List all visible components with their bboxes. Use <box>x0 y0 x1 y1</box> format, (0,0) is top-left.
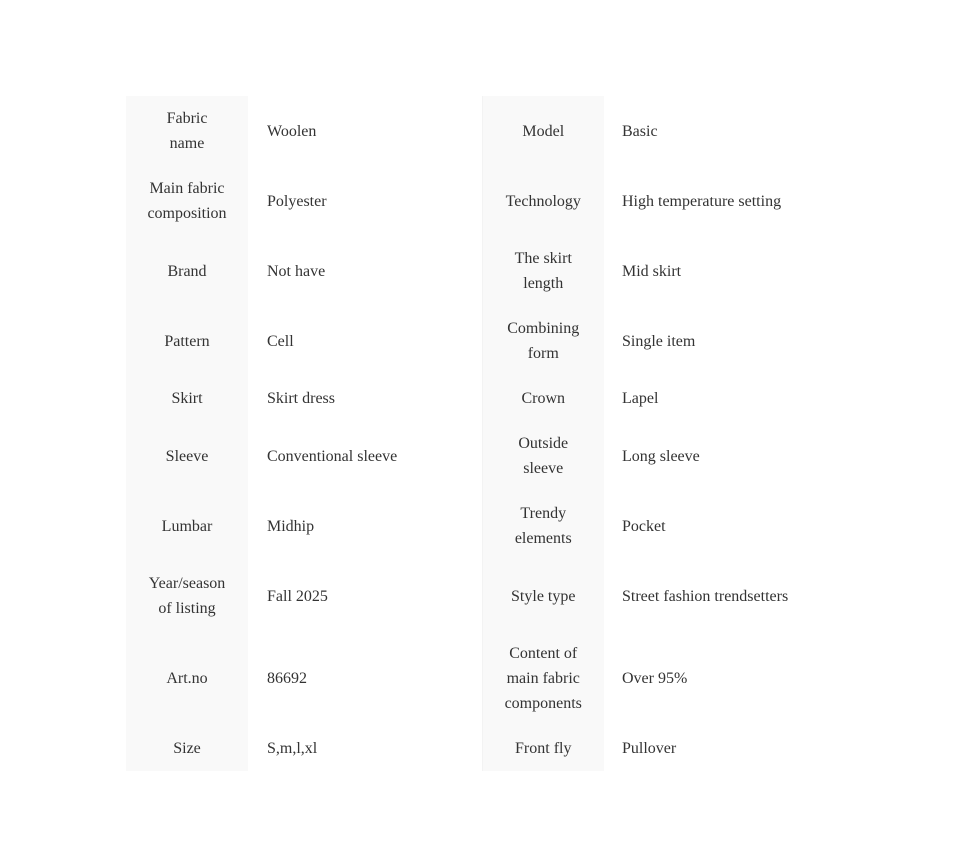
spec-value: Long sleeve <box>604 421 836 491</box>
table-row <box>126 376 836 421</box>
spec-label: Outside sleeve <box>482 421 604 491</box>
table-row <box>126 166 836 236</box>
spec-value: 86692 <box>248 631 482 726</box>
table-row <box>126 631 836 726</box>
spec-label: Crown <box>482 376 604 421</box>
spec-value: S,m,l,xl <box>248 726 482 771</box>
spec-value: Lapel <box>604 376 836 421</box>
table-row <box>126 236 836 306</box>
spec-label: Art.no <box>126 631 248 726</box>
spec-label: Technology <box>482 166 604 236</box>
spec-label: Size <box>126 726 248 771</box>
spec-value: Single item <box>604 306 836 376</box>
spec-label: Model <box>482 96 604 166</box>
spec-value: Pocket <box>604 491 836 561</box>
spec-value: Midhip <box>248 491 482 561</box>
product-spec-table <box>126 96 836 771</box>
spec-value: Not have <box>248 236 482 306</box>
spec-label: The skirt length <box>482 236 604 306</box>
spec-value: Mid skirt <box>604 236 836 306</box>
table-row <box>126 306 836 376</box>
spec-label: Main fabric composition <box>126 166 248 236</box>
spec-value: Polyester <box>248 166 482 236</box>
spec-label: Trendy elements <box>482 491 604 561</box>
spec-label: Skirt <box>126 376 248 421</box>
spec-label: Lumbar <box>126 491 248 561</box>
spec-value: Woolen <box>248 96 482 166</box>
spec-value: Conventional sleeve <box>248 421 482 491</box>
spec-label: Style type <box>482 561 604 631</box>
spec-label: Brand <box>126 236 248 306</box>
spec-label: Combining form <box>482 306 604 376</box>
spec-value: Skirt dress <box>248 376 482 421</box>
spec-value: Over 95% <box>604 631 836 726</box>
spec-value: Pullover <box>604 726 836 771</box>
spec-label: Fabric name <box>126 96 248 166</box>
spec-label: Sleeve <box>126 421 248 491</box>
table-row <box>126 491 836 561</box>
spec-value: Cell <box>248 306 482 376</box>
spec-value: Fall 2025 <box>248 561 482 631</box>
spec-value: Basic <box>604 96 836 166</box>
table-row <box>126 726 836 771</box>
spec-label: Content of main fabric components <box>482 631 604 726</box>
spec-label: Front fly <box>482 726 604 771</box>
spec-label: Pattern <box>126 306 248 376</box>
spec-value: Street fashion trendsetters <box>604 561 836 631</box>
table-row <box>126 421 836 491</box>
table-row <box>126 561 836 631</box>
spec-value: High temperature setting <box>604 166 836 236</box>
table-row <box>126 96 836 166</box>
spec-label: Year/season of listing <box>126 561 248 631</box>
